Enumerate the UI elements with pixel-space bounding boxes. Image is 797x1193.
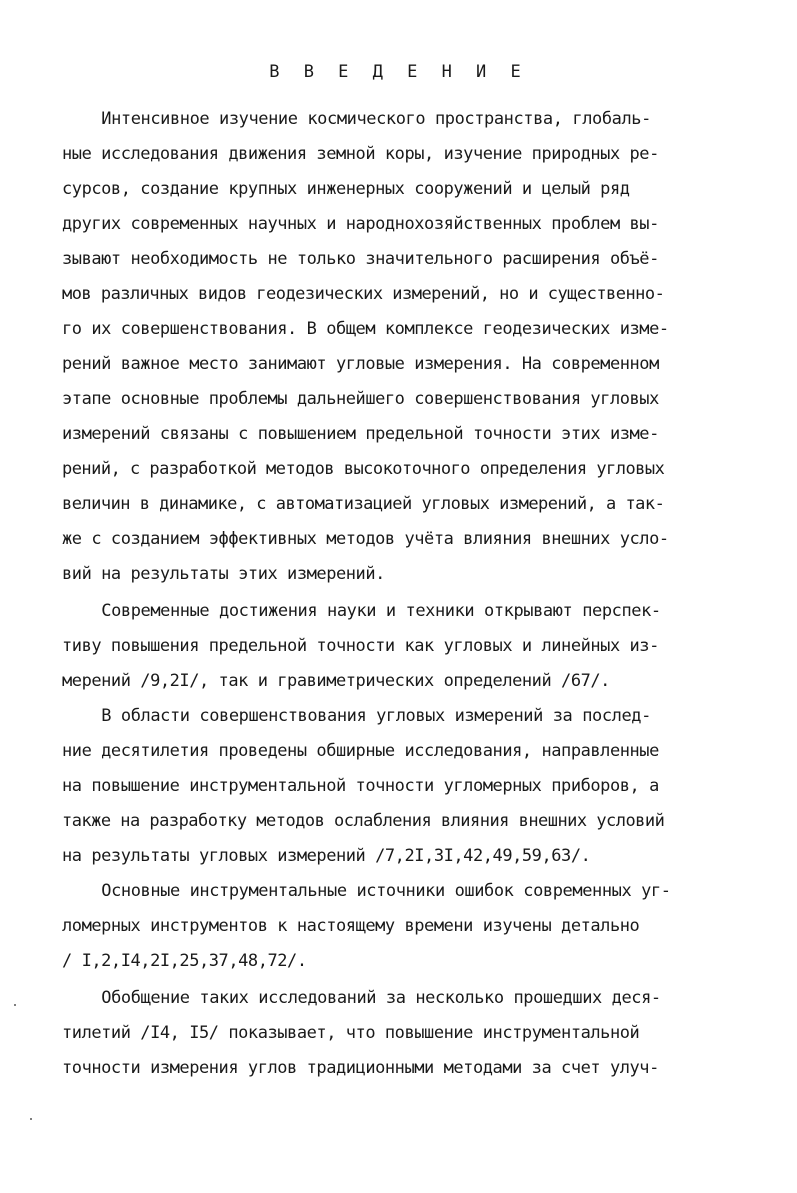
paragraph-2-line-3: мерений /9,2I/, так и гравиметрических определений /67/.: [62, 671, 610, 691]
paragraph-1-line-11: рений, с разработкой методов высокоточного определения угловых: [62, 459, 665, 479]
paragraph-2-line-1: Современные достижения науки и техники открывают перспек-: [62, 601, 661, 621]
paragraph-1-line-5: зывают необходимость не только значительного расширения объё-: [62, 249, 659, 269]
paragraph-4-line-2: ломерных инструментов к настоящему времени изучены детально: [62, 916, 640, 936]
paragraph-1-line-8: рений важное место занимают угловые измерения. На современном: [62, 354, 659, 374]
paragraph-2-line-2: тиву повышения предельной точности как угловых и линейных из-: [62, 636, 659, 656]
paragraph-3-line-1: В области совершенствования угловых измерений за послед-: [62, 706, 651, 726]
paragraph-1-line-4: других современных научных и народнохозяйственных проблем вы-: [62, 214, 659, 234]
paragraph-1-line-2: ные исследования движения земной коры, изучение природных ре-: [62, 144, 659, 164]
paragraph-1-line-7: го их совершенствования. В общем комплексе геодезических изме-: [62, 319, 669, 339]
page-title: В В Е Д Е Н И Е: [269, 62, 528, 82]
paragraph-1-line-10: измерений связаны с повышением предельной точности этих изме-: [62, 424, 659, 444]
paragraph-4-line-3: / I,2,I4,2I,25,37,48,72/.: [62, 951, 307, 971]
paragraph-3-line-2: ние десятилетия проведены обширные исследования, направленные: [62, 741, 659, 761]
scan-speck: [30, 1118, 32, 1120]
paragraph-1-line-3: сурсов, создание крупных инженерных сооружений и целый ряд: [62, 179, 630, 199]
paragraph-3-line-3: на повышение инструментальной точности угломерных приборов, а: [62, 776, 659, 796]
paragraph-1-line-6: мов различных видов геодезических измерений, но и существенно-: [62, 284, 665, 304]
paragraph-1-line-12: величин в динамике, с автоматизацией угловых измерений, а так-: [62, 494, 665, 514]
paragraph-1-line-9: этапе основные проблемы дальнейшего совершенствования угловых: [62, 389, 659, 409]
paragraph-3-line-4: также на разработку методов ослабления влияния внешних условий: [62, 811, 665, 831]
paragraph-1-line-13: же с созданием эффективных методов учёта влияния внешних усло-: [62, 529, 669, 549]
paragraph-5-line-2: тилетий /I4, I5/ показывает, что повышение инструментальной: [62, 1023, 640, 1043]
paragraph-5-line-1: Обобщение таких исследований за несколько прошедших деся-: [62, 988, 661, 1008]
scan-speck: [14, 1004, 16, 1006]
paragraph-4-line-1: Основные инструментальные источники ошибок современных уг-: [62, 881, 671, 901]
paragraph-1-line-1: Интенсивное изучение космического пространства, глобаль-: [62, 109, 651, 129]
paragraph-3-line-5: на результаты угловых измерений /7,2I,3I,42,49,59,63/.: [62, 846, 591, 866]
paragraph-5-line-3: точности измерения углов традиционными методами за счет улуч-: [62, 1058, 659, 1078]
paragraph-1-line-14: вий на результаты этих измерений.: [62, 564, 385, 584]
